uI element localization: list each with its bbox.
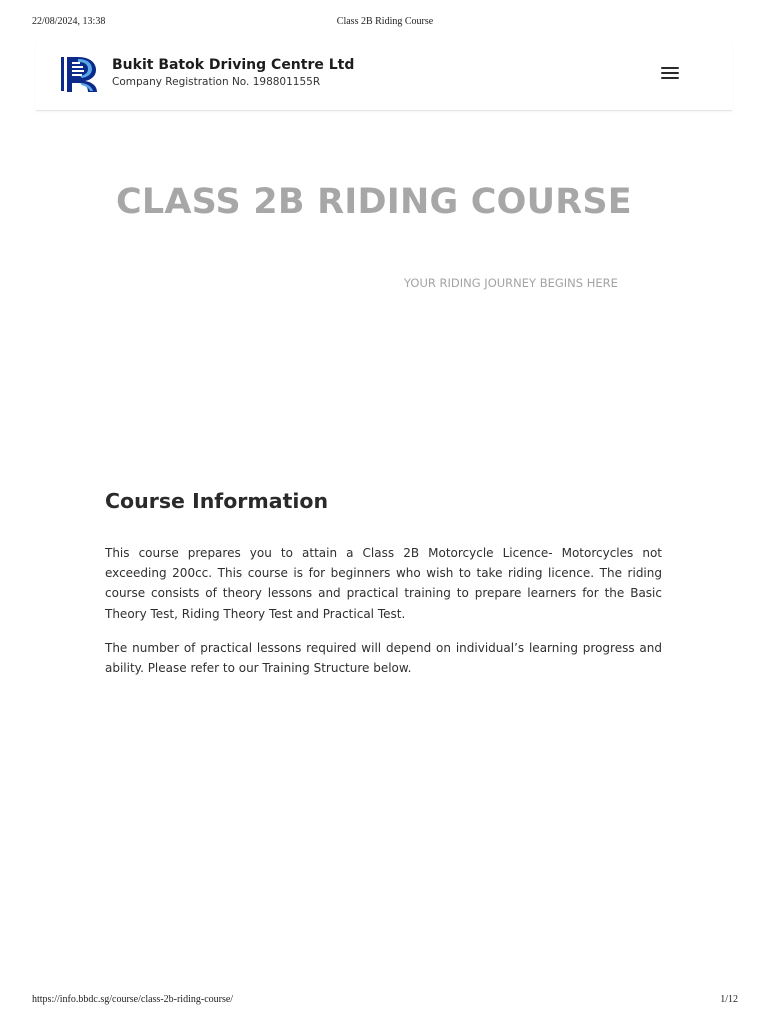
- print-footer: [32, 994, 738, 1008]
- bbdc-logo-icon[interactable]: [58, 54, 100, 94]
- print-doc-title: Class 2B Riding Course: [336, 16, 434, 27]
- hamburger-menu-icon[interactable]: [658, 62, 682, 84]
- print-url: https://info.bbdc.sg/course/class-2b-riding-course/: [32, 994, 234, 1005]
- menu-bar: [661, 77, 679, 79]
- site-header: [36, 40, 732, 111]
- hero-subtitle: YOUR RIDING JOURNEY BEGINS HERE: [404, 276, 618, 290]
- print-page-number: 1/12: [720, 994, 738, 1005]
- brand-name[interactable]: Bukit Batok Driving Centre Ltd: [112, 57, 355, 73]
- course-info-paragraph: This course prepares you to attain a Class 2B Motorcycle Licence- Motorcycles not exceeding 200cc. This course is for beginners who wish to take riding licence. The riding course consists of theory lessons and practical training to prepare learners for the Basic Theory Test, Riding Theory Test and Practical Test.: [105, 546, 662, 621]
- course-info-paragraph: The number of practical lessons required will depend on individual’s learning progress and ability. Please refer to our Training Structure below.: [105, 641, 662, 676]
- course-information-heading: Course Information: [105, 489, 329, 513]
- menu-bar: [661, 67, 679, 69]
- print-header: [32, 16, 738, 30]
- company-registration: Company Registration No. 198801155R: [112, 76, 321, 88]
- hero-title: CLASS 2B RIDING COURSE: [116, 182, 632, 222]
- print-datetime: 22/08/2024, 13:38: [32, 16, 106, 27]
- menu-bar: [661, 72, 679, 74]
